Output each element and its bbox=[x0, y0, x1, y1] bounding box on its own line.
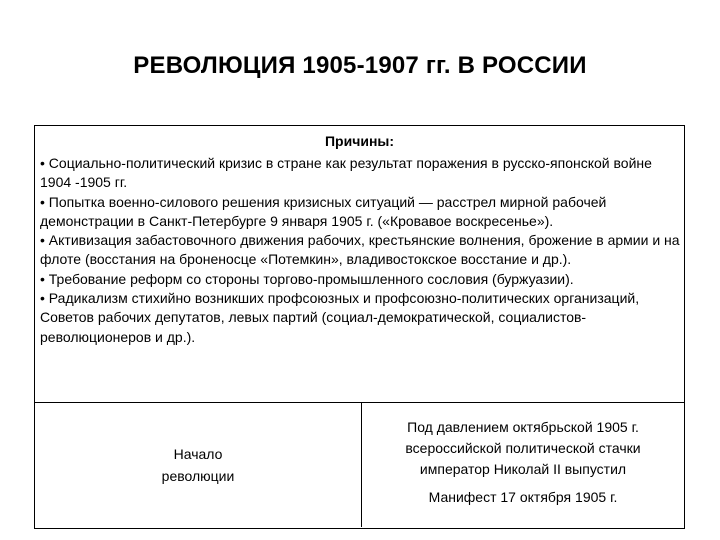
revolution-start-cell bbox=[35, 403, 362, 527]
cause-item-4: • Требование реформ со стороны торгово-промышленного сословия (буржуазии). bbox=[40, 270, 574, 287]
bottom-row bbox=[34, 403, 685, 529]
cause-item-3: • Активизация забастовочного движения рабочих, крестьянские волнения, брожение в армии и на флоте (восстания на броненосце «Потемкин», владивостокское восстание и др.). bbox=[40, 232, 680, 268]
causes-box bbox=[34, 125, 685, 403]
manifest-line-3: император Николай II выпустил bbox=[419, 461, 627, 477]
start-line-1: Начало bbox=[173, 446, 223, 462]
manifest-line-2: всероссийской политической стачки bbox=[405, 440, 641, 456]
cause-item-5: • Радикализм стихийно возникших профсоюзных и профсоюзно-политических организаций, Советов рабочих депутатов, левых партий (социал-демократической, социалистов-революционеров и др.). bbox=[40, 290, 640, 345]
manifest-name: Манифест 17 октября 1905 г. bbox=[428, 489, 618, 505]
cause-item-1: • Социально-политический кризис в стране как результат поражения в русско-японской войне 1904 -1905 гг. bbox=[40, 155, 652, 191]
cause-item-2: • Попытка военно-силового решения кризисных ситуаций — расстрел мирной рабочей демонстрации в Санкт-Петербурге 9 января 1905 г. («Кровавое воскресенье»). bbox=[40, 193, 607, 229]
manifest-description bbox=[362, 417, 684, 480]
revolution-start-label bbox=[35, 443, 361, 487]
causes-list bbox=[40, 154, 680, 347]
causes-heading: Причины: bbox=[324, 133, 395, 149]
page-title: РЕВОЛЮЦИЯ 1905-1907 гг. В РОССИИ bbox=[133, 52, 587, 79]
manifest-line-1: Под давлением октябрьской 1905 г. bbox=[407, 419, 639, 435]
start-line-2: революции bbox=[161, 468, 235, 484]
manifest-cell bbox=[362, 403, 684, 527]
